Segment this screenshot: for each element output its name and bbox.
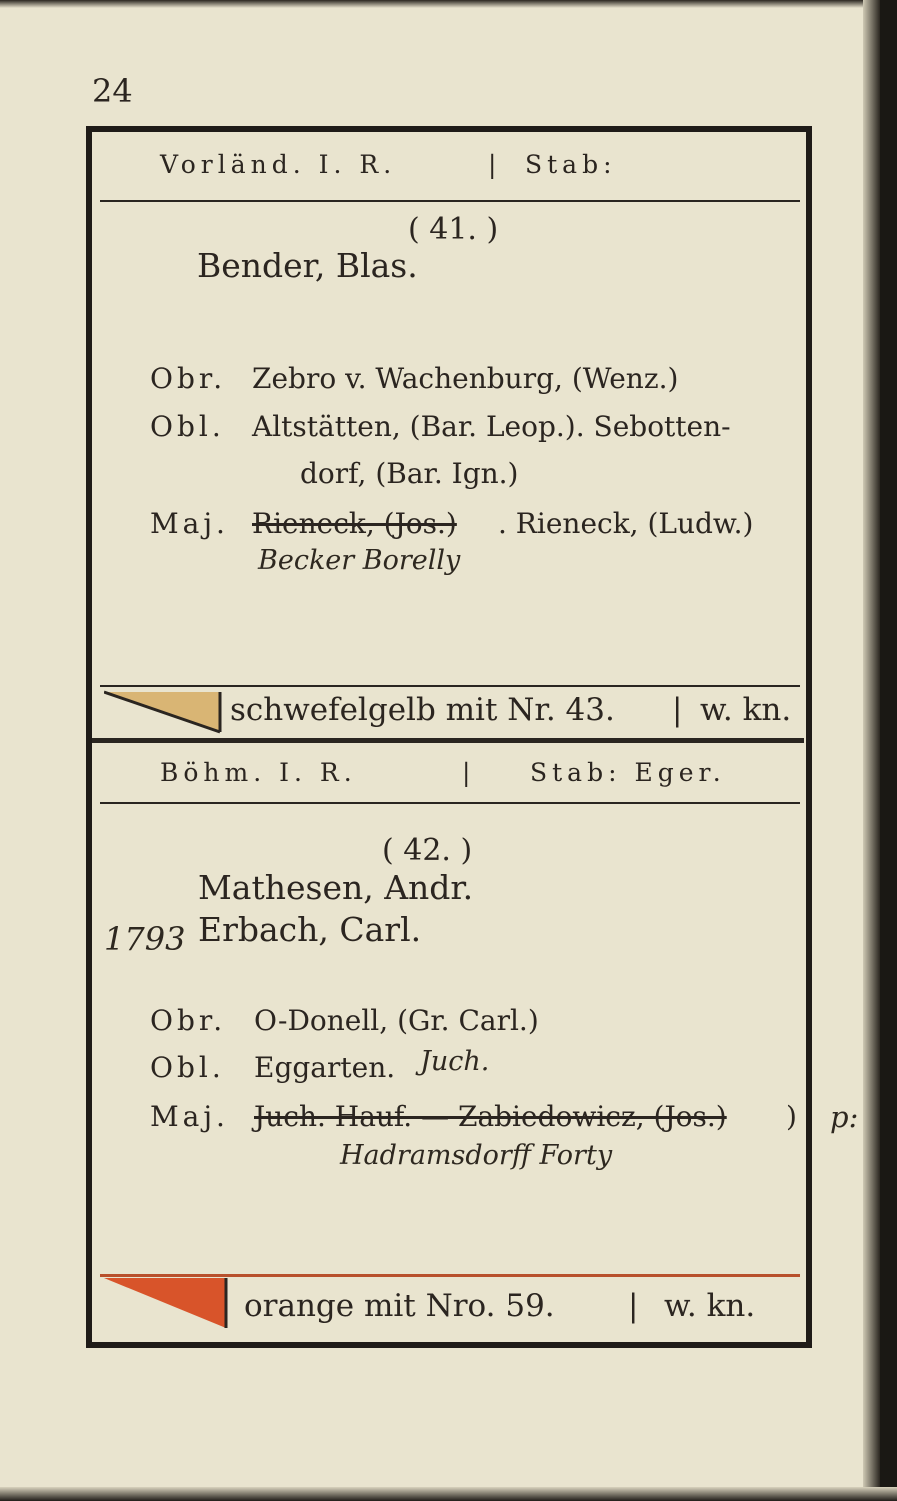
- regiment-name: Böhm. I. R.: [160, 758, 357, 787]
- struck-entry: Rieneck, (Jos.): [252, 507, 457, 540]
- button-color: w. kn.: [700, 692, 792, 728]
- officer-entry: dorf, (Bar. Ign.): [300, 457, 519, 490]
- officer-entry: ): [786, 1100, 797, 1133]
- top-shadow: [0, 0, 880, 8]
- button-color: w. kn.: [664, 1288, 756, 1324]
- header-rule: [100, 802, 800, 804]
- header-rule: [100, 200, 800, 202]
- handwritten-annotation: Hadramsdorff Forty: [340, 1140, 613, 1171]
- rank-label: Obr.: [150, 1004, 227, 1037]
- regiment-number: ( 41. ): [408, 212, 499, 247]
- footer-separator: |: [672, 692, 683, 728]
- officer-entry: Zebro v. Wachenburg, (Wenz.): [252, 362, 679, 395]
- year-annotation: 1793: [104, 920, 186, 958]
- handwritten-annotation: Juch.: [420, 1046, 490, 1077]
- header-separator: |: [488, 150, 497, 179]
- struck-entry: Juch. Hauf. — Zabiedowicz, (Jos.): [254, 1100, 727, 1133]
- rank-label: Obl.: [150, 1051, 225, 1084]
- staff-location: Stab:: [525, 150, 617, 179]
- page-edge-shadow: [863, 0, 880, 1501]
- facing-color-swatch: [104, 688, 222, 734]
- second-proprietor-name: Erbach, Carl.: [198, 910, 422, 949]
- rank-label: Maj.: [150, 1100, 229, 1133]
- handwritten-annotation: Becker Borelly: [258, 545, 461, 576]
- rank-label: Obl.: [150, 410, 225, 443]
- bottom-shadow: [0, 1487, 897, 1501]
- facing-description: orange mit Nro. 59.: [244, 1288, 555, 1324]
- rank-label: Obr.: [150, 362, 227, 395]
- regiment-number: ( 42. ): [382, 833, 473, 868]
- proprietor-name: Bender, Blas.: [197, 246, 418, 285]
- footer-rule: [100, 685, 800, 687]
- header-separator: |: [462, 758, 471, 787]
- facing-description: schwefelgelb mit Nr. 43.: [230, 692, 615, 728]
- section-divider: [92, 738, 804, 743]
- margin-annotation: p:: [830, 1100, 859, 1134]
- staff-location: Stab: Eger.: [530, 758, 726, 787]
- officer-entry: Eggarten.: [254, 1051, 396, 1084]
- footer-separator: |: [628, 1288, 639, 1324]
- regiment-name: Vorländ. I. R.: [160, 150, 397, 179]
- page-number: 24: [92, 72, 133, 110]
- rank-label: Maj.: [150, 507, 229, 540]
- proprietor-name: Mathesen, Andr.: [198, 868, 474, 907]
- facing-color-swatch: [104, 1276, 228, 1330]
- officer-entry: . Rieneck, (Ludw.): [498, 507, 754, 540]
- officer-entry: Altstätten, (Bar. Leop.). Sebotten-: [252, 410, 731, 443]
- officer-entry: O-Donell, (Gr. Carl.): [254, 1004, 539, 1037]
